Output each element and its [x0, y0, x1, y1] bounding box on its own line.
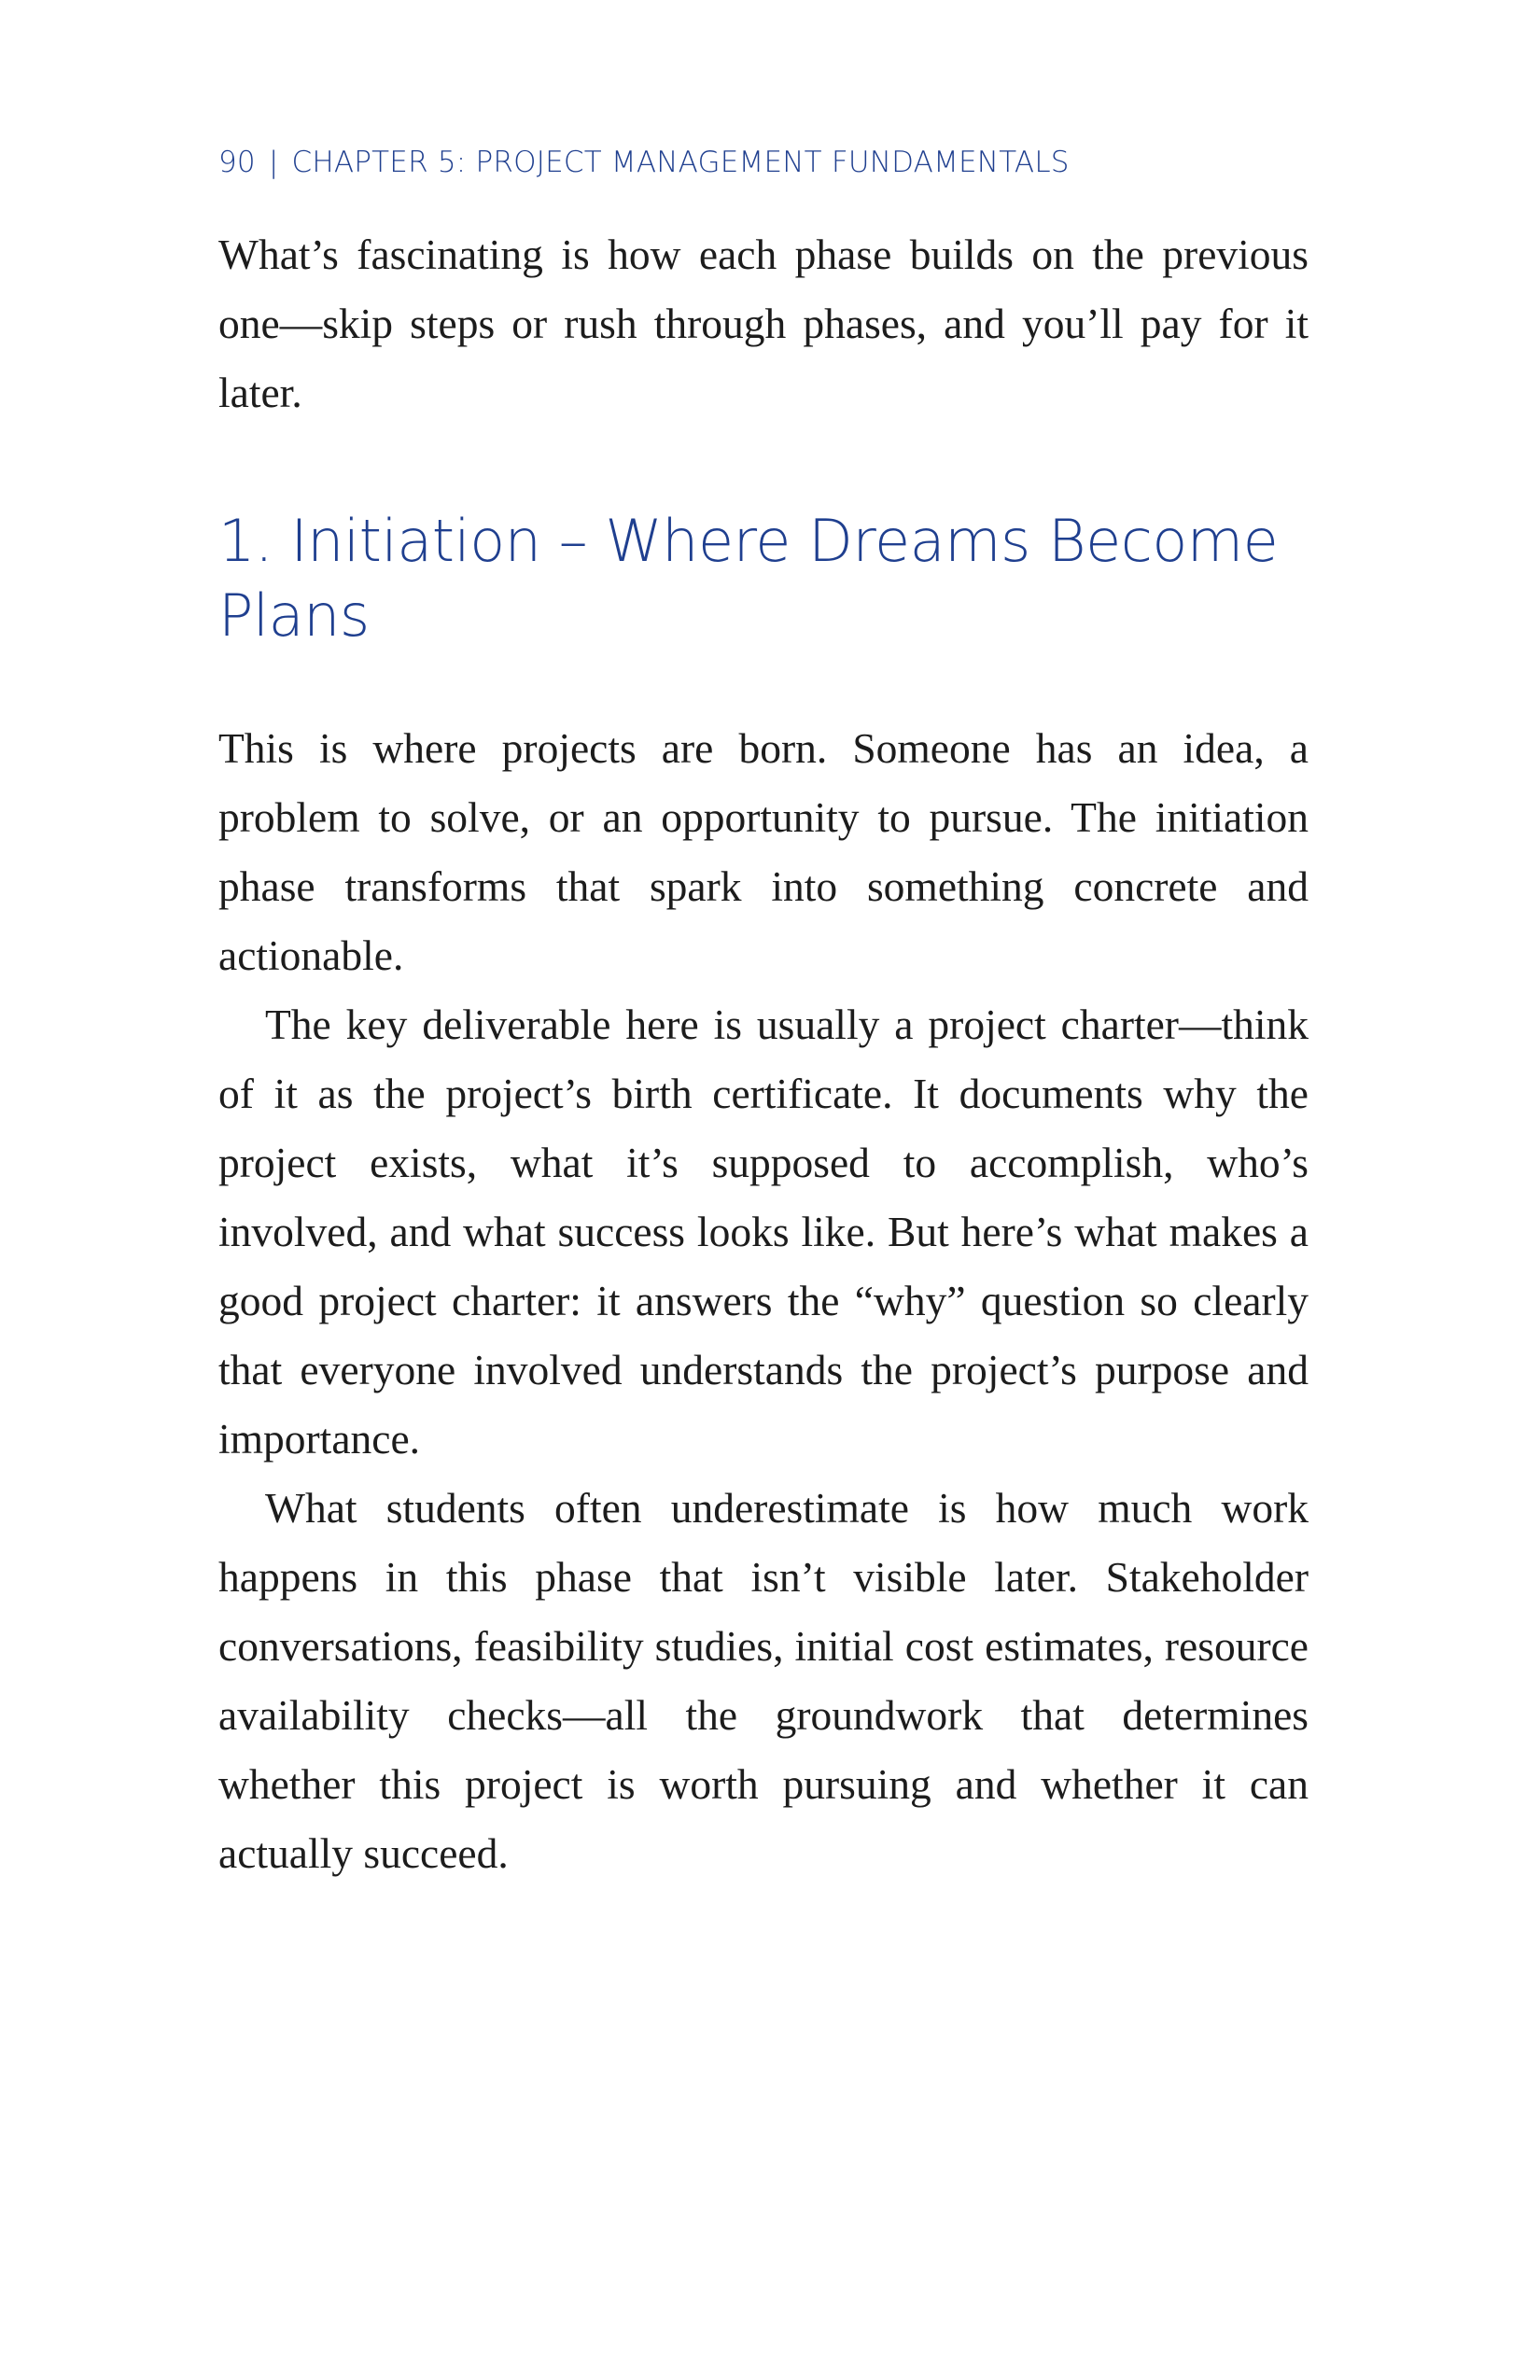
section-heading: 1. Initiation – Where Dreams Become Plans — [218, 507, 1279, 650]
intro-paragraph: What’s fascinating is how each phase builds on the previous one—skip steps or rush through phases, and you’ll pay for it later. — [218, 231, 1309, 416]
running-header — [218, 146, 1309, 179]
section-paragraph-3: What students often underestimate is how much work happens in this phase that isn’t visible later. Stakeholder conversations, feasibility studies, initial cost estimates, resource availability checks—all the groundwork that determines whether this project is worth pursuing and whether it can actually succeed. — [218, 1484, 1309, 1877]
chapter-title: CHAPTER 5: PROJECT MANAGEMENT FUNDAMENTALS — [291, 146, 1070, 179]
section-paragraph-2: The key deliverable here is usually a project charter—think of it as the project’s birth certificate. It documents why the project exists, what it’s supposed to accomplish, who’s involved, and what success looks like. But here’s what makes a good project charter: it answers the “why” question so clearly that everyone involved understands the project’s purpose and importance. — [218, 1001, 1309, 1463]
page-number: 90 — [218, 146, 256, 179]
header-separator: | — [268, 146, 279, 179]
section-body — [218, 714, 1309, 1888]
section-paragraph-1: This is where projects are born. Someone has an idea, a problem to solve, or an opportunity to pursue. The initiation phase transforms that spark into something concrete and actionable. — [218, 724, 1309, 979]
book-page — [218, 0, 1309, 2380]
